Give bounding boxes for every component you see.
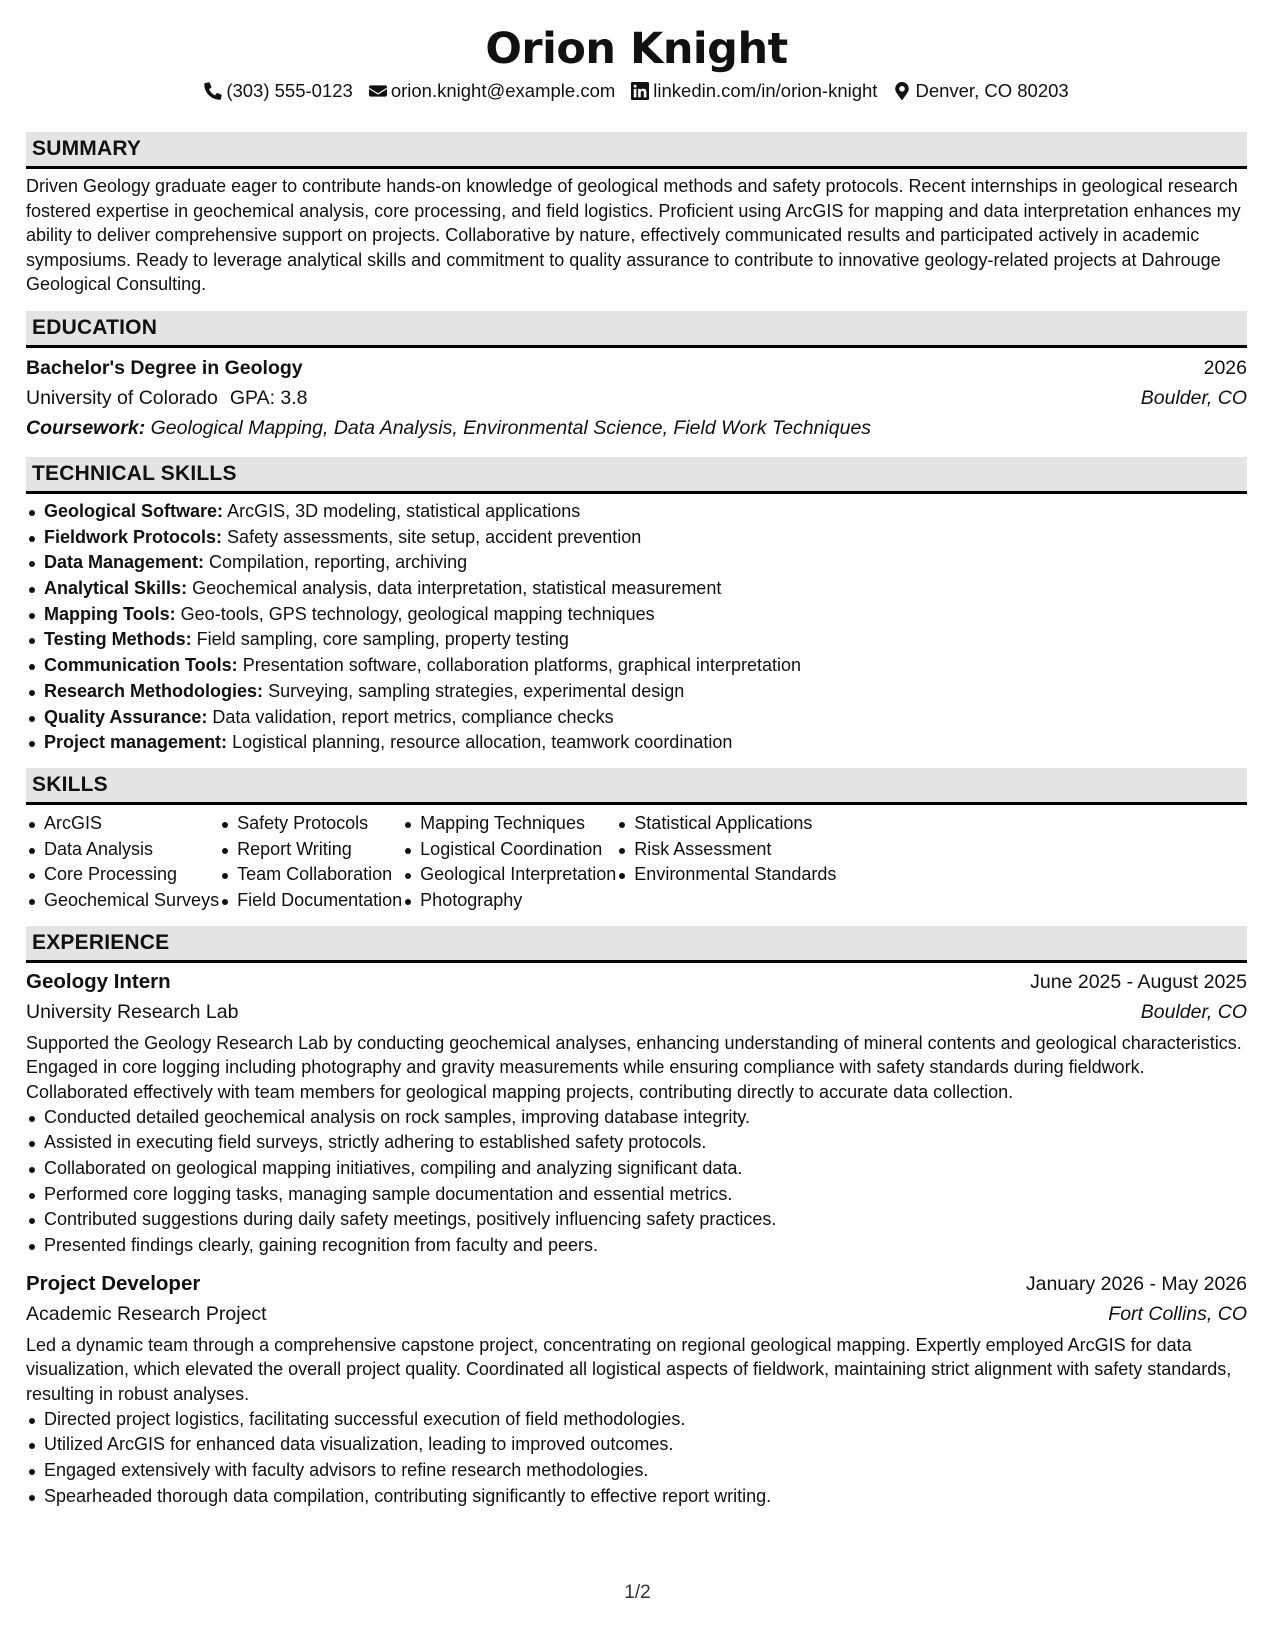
list-item: Environmental Standards — [616, 862, 836, 888]
technical-skills-list — [26, 499, 1247, 756]
skill-category-label: Geological Software: — [44, 500, 224, 521]
contact-bar — [26, 79, 1247, 103]
technical-skills-heading: TECHNICAL SKILLS — [26, 457, 1247, 494]
job-title: Geology Intern — [26, 969, 171, 993]
skills-heading: SKILLS — [26, 768, 1247, 805]
job-entry — [26, 967, 1247, 1259]
contact-location — [893, 79, 1068, 103]
skill-category-text: Field sampling, core sampling, property testing — [196, 629, 569, 650]
technical-skills-section — [26, 457, 1247, 756]
coursework-line — [26, 413, 1247, 443]
linkedin-icon — [631, 82, 649, 100]
skill-category-label: Mapping Tools: — [44, 603, 176, 624]
job-dates: June 2025 - August 2025 — [1030, 970, 1247, 993]
list-item — [26, 653, 1247, 679]
skill-category-text: Logistical planning, resource allocation, teamwork coordination — [232, 732, 733, 753]
skill-category-text: ArcGIS, 3D modeling, statistical applications — [227, 500, 581, 521]
skill-category-label: Research Methodologies: — [44, 680, 264, 701]
skills-grid — [26, 811, 1247, 914]
list-item: Safety Protocols — [219, 811, 402, 837]
phone-icon — [204, 82, 222, 100]
list-item — [26, 679, 1247, 705]
skill-category-label: Fieldwork Protocols: — [44, 526, 223, 547]
contact-linkedin[interactable] — [631, 79, 877, 103]
skill-category-text: Data validation, report metrics, compliance checks — [212, 706, 614, 727]
list-item — [26, 627, 1247, 653]
list-item: Presented findings clearly, gaining recognition from faculty and peers. — [26, 1233, 1247, 1259]
skill-category-label: Communication Tools: — [44, 655, 238, 676]
list-item: Contributed suggestions during daily safety meetings, positively influencing safety practices. — [26, 1207, 1247, 1233]
skill-category-label: Project management: — [44, 732, 228, 753]
job-title: Project Developer — [26, 1271, 201, 1295]
list-item: Report Writing — [219, 837, 402, 863]
summary-section — [26, 132, 1247, 297]
list-item: ArcGIS — [26, 811, 219, 837]
job-entry — [26, 1269, 1247, 1510]
summary-heading: SUMMARY — [26, 132, 1247, 169]
education-section — [26, 311, 1247, 443]
skill-category-text: Compilation, reporting, archiving — [209, 552, 468, 573]
coursework-label: Coursework: — [26, 416, 146, 439]
list-item: Conducted detailed geochemical analysis on rock samples, improving database integrity. — [26, 1105, 1247, 1131]
list-item — [26, 550, 1247, 576]
experience-heading: EXPERIENCE — [26, 926, 1247, 963]
education-heading: EDUCATION — [26, 311, 1247, 348]
skill-category-text: Surveying, sampling strategies, experimental design — [268, 680, 685, 701]
job-location: Boulder, CO — [1140, 1000, 1247, 1023]
coursework-list: Geological Mapping, Data Analysis, Environmental Science, Field Work Techniques — [150, 416, 872, 439]
location-text: Denver, CO 80203 — [915, 80, 1069, 101]
linkedin-link[interactable]: linkedin.com/in/orion-knight — [653, 80, 878, 101]
job-bullets — [26, 1407, 1247, 1510]
map-marker-icon — [893, 82, 911, 100]
list-item: Collaborated on geological mapping initiatives, compiling and analyzing significant data. — [26, 1156, 1247, 1182]
page-number: 1/2 — [624, 1582, 651, 1603]
list-item: Geochemical Surveys — [26, 888, 219, 914]
list-item — [26, 705, 1247, 731]
experience-section — [26, 926, 1247, 1510]
list-item: Spearheaded thorough data compilation, contributing significantly to effective report writing. — [26, 1484, 1247, 1510]
skills-section — [26, 768, 1247, 914]
education-entry — [26, 353, 1247, 443]
job-bullets — [26, 1105, 1247, 1259]
skills-column — [616, 811, 836, 914]
list-item — [26, 499, 1247, 525]
skill-category-label: Quality Assurance: — [44, 706, 208, 727]
school-line — [26, 383, 308, 413]
school-name: University of Colorado — [26, 386, 218, 409]
list-item: Core Processing — [26, 862, 219, 888]
skill-category-label: Testing Methods: — [44, 629, 192, 650]
list-item: Assisted in executing field surveys, strictly adhering to established safety protocols. — [26, 1130, 1247, 1156]
list-item: Data Analysis — [26, 837, 219, 863]
list-item: Performed core logging tasks, managing sample documentation and essential metrics. — [26, 1182, 1247, 1208]
graduation-date: 2026 — [1203, 356, 1247, 379]
job-description: Supported the Geology Research Lab by conducting geochemical analyses, enhancing understanding of mineral contents and geological characteristics. Engaged in core logging including photography and gravity measurements while ensuring compliance with safety standards during fieldwork. Collaborated effectively with team members for geological mapping projects, contributing directly to accurate data collection. — [26, 1032, 1242, 1102]
job-organization: University Research Lab — [26, 1000, 239, 1023]
school-location: Boulder, CO — [1140, 386, 1247, 409]
list-item: Mapping Techniques — [402, 811, 616, 837]
contact-email[interactable] — [369, 79, 615, 103]
skill-category-text: Geo-tools, GPS technology, geological mapping techniques — [180, 603, 655, 624]
list-item — [26, 576, 1247, 602]
list-item — [26, 730, 1247, 756]
list-item: Risk Assessment — [616, 837, 836, 863]
skills-column — [219, 811, 402, 914]
list-item: Utilized ArcGIS for enhanced data visualization, leading to improved outcomes. — [26, 1432, 1247, 1458]
list-item — [26, 602, 1247, 628]
summary-text: Driven Geology graduate eager to contribute hands-on knowledge of geological methods and safety protocols. Recent internships in geological research fostered expertise in geochemical analysis, core processing, and field logistics. Proficient using ArcGIS for mapping and data interpretation enhances my ability to deliver comprehensive support on projects. Collaborative by nature, effectively communicated results and participated actively in academic symposiums. Ready to leverage analytical skills and commitment to quality assurance to contribute to innovative geology-related projects at Dahrouge Geological Consulting. — [26, 176, 1241, 295]
job-dates: January 2026 - May 2026 — [1025, 1272, 1247, 1295]
list-item: Engaged extensively with faculty advisors to refine research methodologies. — [26, 1458, 1247, 1484]
skill-category-text: Safety assessments, site setup, accident prevention — [227, 526, 642, 547]
skill-category-text: Presentation software, collaboration platforms, graphical interpretation — [242, 655, 801, 676]
list-item — [26, 525, 1247, 551]
job-organization: Academic Research Project — [26, 1302, 267, 1325]
skill-category-label: Data Management: — [44, 552, 205, 573]
skills-column — [26, 811, 219, 914]
skills-column — [402, 811, 616, 914]
list-item: Team Collaboration — [219, 862, 402, 888]
list-item: Logistical Coordination — [402, 837, 616, 863]
skill-category-text: Geochemical analysis, data interpretation, statistical measurement — [192, 578, 722, 599]
job-description: Led a dynamic team through a comprehensive capstone project, concentrating on regional geological mapping. Expertly employed ArcGIS for data visualization, which elevated the overall project quality. Coordinated all logistical aspects of fieldwork, maintaining strict alignment with safety standards, resulting in robust analyses. — [26, 1334, 1232, 1404]
email-link[interactable]: orion.knight@example.com — [390, 80, 616, 101]
phone-number: (303) 555-0123 — [226, 80, 353, 101]
degree-title: Bachelor's Degree in Geology — [26, 356, 303, 379]
list-item: Field Documentation — [219, 888, 402, 914]
list-item: Photography — [402, 888, 616, 914]
envelope-icon — [369, 82, 387, 100]
gpa-value: GPA: 3.8 — [229, 386, 308, 409]
list-item: Statistical Applications — [616, 811, 836, 837]
list-item: Geological Interpretation — [402, 862, 616, 888]
candidate-name: Orion Knight — [485, 24, 788, 74]
contact-phone — [204, 79, 353, 103]
job-location: Fort Collins, CO — [1108, 1302, 1247, 1325]
skill-category-label: Analytical Skills: — [44, 578, 188, 599]
list-item: Directed project logistics, facilitating successful execution of field methodologies. — [26, 1407, 1247, 1433]
